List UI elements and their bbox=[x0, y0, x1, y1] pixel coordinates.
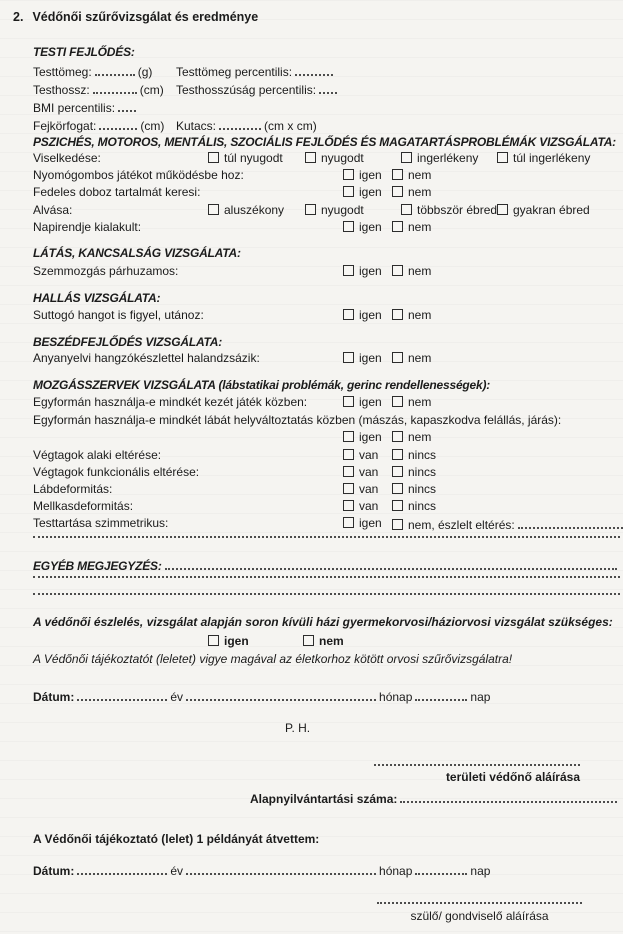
option-label: gyakran ébred bbox=[513, 203, 590, 217]
fill-in-blank[interactable] bbox=[99, 117, 137, 130]
checkbox[interactable] bbox=[392, 309, 403, 320]
stamp-placeholder: P. H. bbox=[285, 721, 311, 735]
option-nincs[interactable] bbox=[392, 499, 436, 513]
field-row-bmi bbox=[33, 99, 620, 115]
registry-row bbox=[250, 790, 620, 806]
option-igen[interactable] bbox=[343, 185, 382, 199]
referral-options bbox=[33, 634, 620, 650]
checkbox[interactable] bbox=[392, 169, 403, 180]
checkbox[interactable] bbox=[392, 519, 403, 530]
option-label: aluszékony bbox=[224, 203, 285, 217]
section-heading-latas: LÁTÁS, KANCSALSÁG VIZSGÁLATA: bbox=[33, 246, 241, 260]
option-label: igen bbox=[224, 634, 249, 648]
option-label: van bbox=[359, 465, 379, 479]
checkbox[interactable] bbox=[303, 635, 314, 646]
date-honap-label: hónap bbox=[379, 690, 413, 704]
fill-in-blank[interactable] bbox=[319, 81, 337, 94]
option-label: túl nyugodt bbox=[224, 151, 283, 165]
checkbox[interactable] bbox=[343, 500, 354, 511]
field-label: Testtömeg: bbox=[33, 65, 92, 79]
receipt-heading: A Védőnői tájékoztató (lelet) 1 példányát átvettem: bbox=[33, 832, 320, 846]
option-label: igen bbox=[359, 430, 382, 444]
checkbox[interactable] bbox=[305, 152, 316, 163]
date-label: Dátum: bbox=[33, 864, 75, 878]
fill-in-blank[interactable] bbox=[518, 516, 623, 529]
option-nem[interactable] bbox=[392, 308, 431, 322]
unit-label: (cm) bbox=[140, 119, 165, 133]
checkbox[interactable] bbox=[497, 204, 508, 215]
checkbox[interactable] bbox=[343, 169, 354, 180]
option-label: nincs bbox=[408, 465, 437, 479]
option-nem[interactable] bbox=[392, 395, 431, 409]
date-nap-label: nap bbox=[470, 864, 491, 878]
field-label: Fedeles doboz tartalmát keresi: bbox=[33, 185, 201, 199]
checkbox[interactable] bbox=[343, 352, 354, 363]
option-label: igen bbox=[359, 516, 382, 530]
field-label: Egyformán használja-e mindkét kezét játék közben: bbox=[33, 395, 308, 409]
option-label: igen bbox=[359, 264, 382, 278]
option-label: nem bbox=[408, 264, 432, 278]
field-label: Szemmozgás párhuzamos: bbox=[33, 264, 179, 278]
option-label: van bbox=[359, 482, 379, 496]
field-testhosszusag-percentilis bbox=[176, 81, 340, 97]
option-label: nincs bbox=[408, 499, 437, 513]
date-label: Dátum: bbox=[33, 690, 75, 704]
option-igen[interactable] bbox=[343, 308, 382, 322]
checkbox[interactable] bbox=[392, 265, 403, 276]
date-ev-label: év bbox=[170, 690, 184, 704]
fill-in-blank[interactable] bbox=[219, 117, 261, 130]
option-label: nyugodt bbox=[321, 151, 364, 165]
field-label: Testhosszúság percentilis: bbox=[176, 83, 317, 97]
section-number: 2. bbox=[13, 10, 24, 24]
checkbox[interactable] bbox=[343, 466, 354, 477]
option-label: nyugodt bbox=[321, 203, 364, 217]
option-nem[interactable] bbox=[392, 220, 431, 234]
field-label: Végtagok funkcionális eltérése: bbox=[33, 465, 200, 479]
field-row-nyomogombos bbox=[33, 168, 620, 184]
signature-label-vedono: területi védőnő aláírása bbox=[445, 770, 580, 784]
date-honap-label: hónap bbox=[379, 864, 413, 878]
field-row-alvas bbox=[33, 203, 620, 219]
checkbox[interactable] bbox=[343, 449, 354, 460]
fill-in-blank[interactable] bbox=[295, 63, 333, 76]
dotted-line[interactable] bbox=[33, 593, 620, 595]
option-label: van bbox=[359, 499, 379, 513]
option-igen[interactable] bbox=[343, 430, 382, 444]
signature-line[interactable] bbox=[374, 764, 580, 766]
fill-in-blank[interactable] bbox=[400, 790, 617, 803]
option-igen[interactable] bbox=[208, 634, 249, 648]
field-label: Lábdeformitás: bbox=[33, 482, 113, 496]
checkbox[interactable] bbox=[343, 221, 354, 232]
checkbox[interactable] bbox=[392, 500, 403, 511]
field-row-napirend bbox=[33, 220, 620, 236]
field-label: Fejkörfogat: bbox=[33, 119, 97, 133]
field-row-kez bbox=[33, 395, 620, 411]
field-testtomeg-percentilis bbox=[176, 63, 336, 79]
field-row-szemmozgas bbox=[33, 264, 620, 280]
date-row-2 bbox=[33, 862, 620, 878]
option-gyakran-ebred[interactable] bbox=[497, 203, 590, 217]
checkbox[interactable] bbox=[343, 309, 354, 320]
fill-in-blank[interactable] bbox=[77, 688, 167, 701]
option-nem[interactable] bbox=[392, 430, 431, 444]
checkbox[interactable] bbox=[343, 517, 354, 528]
unit-label: (cm) bbox=[139, 83, 164, 97]
checkbox[interactable] bbox=[392, 352, 403, 363]
field-row-testhossz bbox=[33, 81, 620, 97]
section-heading-psziches: PSZICHÉS, MOTOROS, MENTÁLIS, SZOCIÁLIS FEJLŐDÉS ÉS MAGATARTÁSPROBLÉMÁK VIZSGÁLATA: bbox=[33, 135, 616, 149]
field-label: Testtartása szimmetrikus: bbox=[33, 516, 169, 530]
date-nap-label: nap bbox=[470, 690, 491, 704]
field-label: Mellkasdeformitás: bbox=[33, 499, 134, 513]
checkbox[interactable] bbox=[392, 221, 403, 232]
field-label: Kutacs: bbox=[176, 119, 217, 133]
option-label: igen bbox=[359, 351, 382, 365]
option-igen[interactable] bbox=[343, 220, 382, 234]
fill-in-blank[interactable] bbox=[165, 557, 617, 570]
option-igen[interactable] bbox=[343, 351, 382, 365]
field-label: Egyformán használja-e mindkét lábát helyváltoztatás közben (mászás, kapaszkodva felállás, járás): bbox=[33, 413, 562, 427]
unit-label: (cm x cm) bbox=[264, 119, 317, 133]
option-van[interactable] bbox=[343, 499, 378, 513]
checkbox[interactable] bbox=[343, 396, 354, 407]
option-van[interactable] bbox=[343, 465, 378, 479]
field-row-anyanyelvi bbox=[33, 351, 620, 367]
option-label: nem bbox=[408, 220, 432, 234]
checkbox[interactable] bbox=[343, 431, 354, 442]
option-label: nem bbox=[319, 634, 344, 648]
checkbox[interactable] bbox=[392, 483, 403, 494]
dotted-line[interactable] bbox=[33, 536, 620, 538]
field-row-lab-options bbox=[33, 430, 620, 446]
option-label: igen bbox=[359, 395, 382, 409]
date-row-1 bbox=[33, 688, 620, 704]
page-title-row bbox=[13, 10, 258, 24]
option-label: túl ingerlékeny bbox=[513, 151, 591, 165]
option-nincs[interactable] bbox=[392, 465, 436, 479]
option-label: igen bbox=[359, 220, 382, 234]
checkbox[interactable] bbox=[208, 635, 219, 646]
checkbox[interactable] bbox=[305, 204, 316, 215]
option-igen[interactable] bbox=[343, 168, 382, 182]
signature-line[interactable] bbox=[377, 902, 582, 904]
field-row-lab bbox=[33, 413, 620, 429]
field-label: Suttogó hangot is figyel, utánoz: bbox=[33, 308, 204, 322]
field-label: Nyomógombos játékot működésbe hoz: bbox=[33, 168, 244, 182]
option-label: nem bbox=[408, 168, 432, 182]
field-label: Napirendje kialakult: bbox=[33, 220, 142, 234]
unit-label: (g) bbox=[137, 65, 153, 79]
section-heading-beszed: BESZÉDFEJLŐDÉS VIZSGÁLATA: bbox=[33, 335, 223, 349]
field-row-suttogo bbox=[33, 308, 620, 324]
fill-in-blank[interactable] bbox=[95, 63, 135, 76]
fill-in-blank[interactable] bbox=[186, 688, 376, 701]
option-nem[interactable] bbox=[392, 185, 431, 199]
option-label: többször ébred bbox=[417, 203, 498, 217]
page-title: Védőnői szűrővizsgálat és eredménye bbox=[32, 10, 259, 24]
option-label: van bbox=[359, 448, 379, 462]
option-nyugodt[interactable] bbox=[305, 203, 364, 217]
section-heading-hallas: HALLÁS VIZSGÁLATA: bbox=[33, 291, 161, 305]
field-row-fejkorfogat bbox=[33, 117, 620, 133]
referral-note: A Védőnői tájékoztatót (leletet) vigye magával az életkorhoz kötött orvosi szűrővizsgálatra! bbox=[33, 652, 513, 666]
option-igen[interactable] bbox=[343, 395, 382, 409]
option-nem-eszlelt[interactable] bbox=[392, 516, 623, 532]
checkbox[interactable] bbox=[392, 396, 403, 407]
option-van[interactable] bbox=[343, 448, 378, 462]
field-row-vegtag-funk bbox=[33, 465, 620, 481]
option-tobbszor-ebred[interactable] bbox=[401, 203, 497, 217]
fill-in-blank[interactable] bbox=[93, 81, 137, 94]
field-row-mellkas bbox=[33, 499, 620, 515]
option-nem[interactable] bbox=[392, 264, 431, 278]
option-tul-ingerlekeny[interactable] bbox=[497, 151, 590, 165]
field-label: Testtömeg percentilis: bbox=[176, 65, 293, 79]
field-label: Végtagok alaki eltérése: bbox=[33, 448, 162, 462]
field-row-labdeform bbox=[33, 482, 620, 498]
fill-in-blank[interactable] bbox=[186, 862, 376, 875]
fill-in-blank[interactable] bbox=[415, 688, 467, 701]
option-nincs[interactable] bbox=[392, 482, 436, 496]
checkbox[interactable] bbox=[343, 186, 354, 197]
checkbox[interactable] bbox=[392, 449, 403, 460]
option-label: nincs bbox=[408, 482, 437, 496]
field-label: Viselkedése: bbox=[33, 151, 101, 165]
signature-label-szulo: szülő/ gondviselő aláírása bbox=[410, 909, 549, 923]
field-kutacs bbox=[176, 117, 317, 133]
field-row-testtomeg bbox=[33, 63, 620, 79]
field-label: BMI percentilis: bbox=[33, 101, 116, 115]
option-nincs[interactable] bbox=[392, 448, 436, 462]
option-label: nem bbox=[408, 308, 432, 322]
dotted-line[interactable] bbox=[33, 576, 620, 578]
option-label: nem bbox=[408, 430, 432, 444]
fill-in-blank[interactable] bbox=[415, 862, 467, 875]
fill-in-blank[interactable] bbox=[118, 99, 136, 112]
registry-label: Alapnyilvántartási száma: bbox=[250, 792, 398, 806]
option-label: igen bbox=[359, 308, 382, 322]
option-label: nem bbox=[408, 185, 432, 199]
option-nyugodt[interactable] bbox=[305, 151, 364, 165]
field-row-testtartas bbox=[33, 516, 620, 532]
option-aluszekony[interactable] bbox=[208, 203, 284, 217]
section-heading-mozgas: MOZGÁSSZERVEK VIZSGÁLATA (lábstatikai problémák, gerinc rendellenességek): bbox=[33, 378, 491, 392]
field-row-egyeb bbox=[33, 557, 620, 573]
fill-in-blank[interactable] bbox=[77, 862, 167, 875]
field-label: Anyanyelvi hangzókészlettel halandzsázik: bbox=[33, 351, 260, 365]
checkbox[interactable] bbox=[392, 431, 403, 442]
option-label: igen bbox=[359, 185, 382, 199]
option-igen[interactable] bbox=[343, 264, 382, 278]
checkbox[interactable] bbox=[497, 152, 508, 163]
option-igen[interactable] bbox=[343, 516, 382, 530]
option-ingerlekeny[interactable] bbox=[401, 151, 478, 165]
checkbox[interactable] bbox=[401, 152, 412, 163]
checkbox[interactable] bbox=[208, 152, 219, 163]
option-nem[interactable] bbox=[392, 168, 431, 182]
section-heading-testi: TESTI FEJLŐDÉS: bbox=[33, 45, 135, 59]
option-nem[interactable] bbox=[303, 634, 344, 648]
option-label: ingerlékeny bbox=[417, 151, 479, 165]
field-row-viselkedes bbox=[33, 151, 620, 167]
field-label: Testhossz: bbox=[33, 83, 90, 97]
checkbox[interactable] bbox=[392, 466, 403, 477]
date-ev-label: év bbox=[170, 864, 184, 878]
checkbox[interactable] bbox=[343, 483, 354, 494]
checkbox[interactable] bbox=[343, 265, 354, 276]
option-label: nem bbox=[408, 351, 432, 365]
checkbox[interactable] bbox=[392, 186, 403, 197]
option-label: nem, észlelt eltérés: bbox=[408, 518, 515, 532]
field-label: Alvása: bbox=[33, 203, 73, 217]
section-heading-egyeb: EGYÉB MEGJEGYZÉS: bbox=[33, 559, 162, 573]
option-label: nincs bbox=[408, 448, 437, 462]
field-row-fedeles bbox=[33, 185, 620, 201]
option-label: nem bbox=[408, 395, 432, 409]
option-van[interactable] bbox=[343, 482, 378, 496]
referral-statement: A védőnői észlelés, vizsgálat alapján soron kívüli házi gyermekorvosi/háziorvosi vizsgálat szükséges: bbox=[33, 615, 613, 629]
option-nem[interactable] bbox=[392, 351, 431, 365]
option-label: igen bbox=[359, 168, 382, 182]
checkbox[interactable] bbox=[208, 204, 219, 215]
field-row-vegtag-alaki bbox=[33, 448, 620, 464]
checkbox[interactable] bbox=[401, 204, 412, 215]
option-tul-nyugodt[interactable] bbox=[208, 151, 283, 165]
